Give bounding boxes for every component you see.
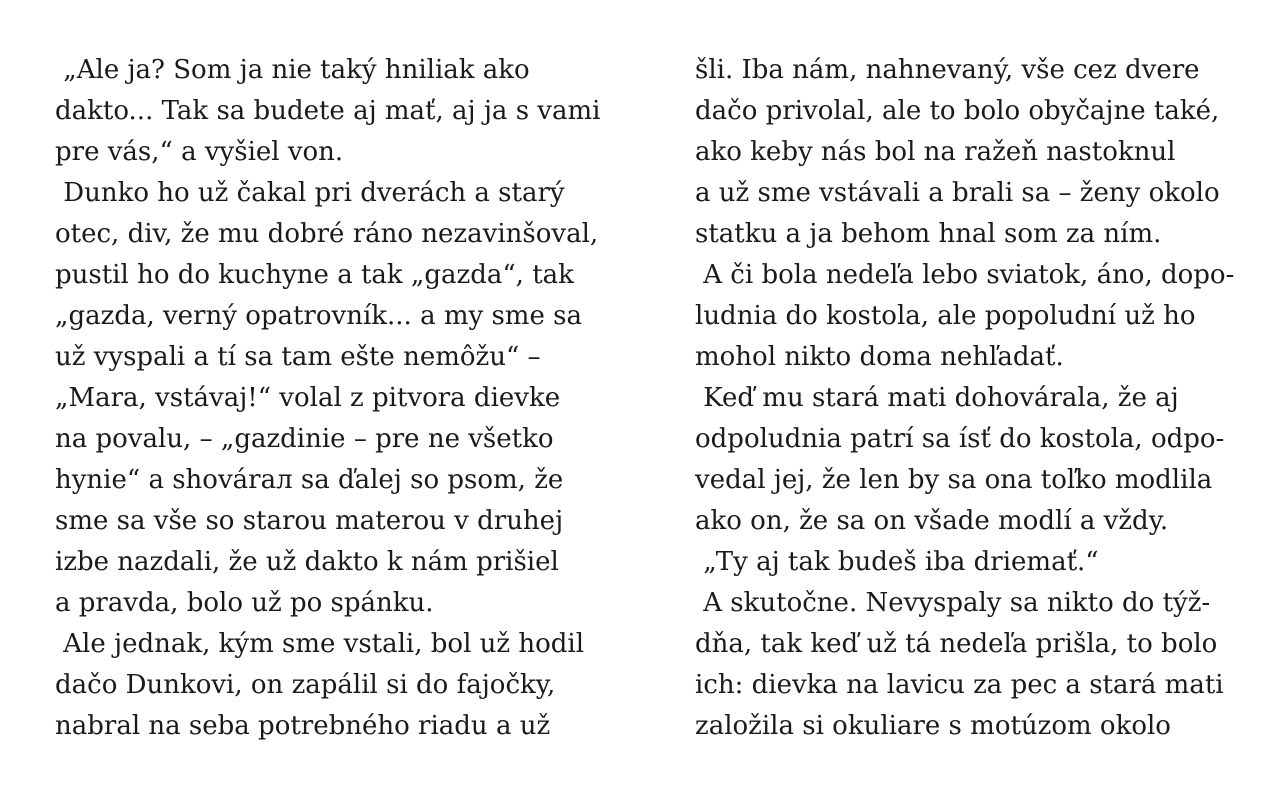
text-line: statku a ja behom hnal som za ním. (695, 219, 1162, 249)
text-line: a pravda, bolo už po spánku. (55, 588, 434, 618)
text-line: založila si okuliare s motúzom okolo (695, 711, 1171, 741)
text-line: ako keby nás bol na ražeň nastoknul (695, 137, 1176, 167)
text-line: dakto... Tak sa budete aj mať, aj ja s vami (55, 96, 601, 126)
text-line: hynie“ a shovárал sa ďalej so psom, že (55, 465, 564, 495)
text-line: „Ty aj tak budeš iba driemať.“ (695, 547, 1099, 577)
text-line: a už sme vstávali a brali sa – ženy okolo (695, 178, 1220, 208)
text-line: odpoludnia patrí sa ísť do kostola, odpo- (695, 424, 1225, 454)
text-line: dačo Dunkovi, on zapálil si do fajočky, (55, 670, 556, 700)
text-line: „Mara, vstávaj!“ volal z pitvora dievke (55, 383, 561, 413)
text-line: už vyspali a tí sa tam ešte nemôžu“ – (55, 342, 541, 372)
left-page-text (55, 50, 615, 747)
text-line: dňa, tak keď už tá nedeľa prišla, to bolo (695, 629, 1218, 659)
text-line: otec, div, že mu dobré ráno nezavinšoval, (55, 219, 599, 249)
text-line: „gazda, verný opatrovník... a my sme sa (55, 301, 582, 331)
right-page-text (695, 50, 1255, 747)
text-line: Ale jednak, kým sme vstali, bol už hodil (55, 629, 585, 659)
text-line: mohol nikto doma nehľadať. (695, 342, 1064, 372)
text-line: A skutočne. Nevyspaly sa nikto do týž- (695, 588, 1211, 618)
text-line: ludnia do kostola, ale popoludní už ho (695, 301, 1196, 331)
text-line: ako on, že sa on všade modlí a vždy. (695, 506, 1169, 536)
text-line: A či bola nedeľa lebo sviatok, áno, dopo- (695, 260, 1235, 290)
text-line: šli. Iba nám, nahnevaný, vše cez dvere (695, 55, 1200, 85)
text-line: dačo privolal, ale to bolo obyčajne také, (695, 96, 1220, 126)
text-line: Dunko ho už čakal pri dverách a starý (55, 178, 565, 208)
text-line: pustil ho do kuchyne a tak „gazda“, tak (55, 260, 574, 290)
text-line: „Ale ja? Som ja nie taký hniliak ako (55, 55, 530, 85)
text-line: nabral na seba potrebného riadu a už (55, 711, 551, 741)
text-line: ich: dievka na lavicu za pec a stará mati (695, 670, 1224, 700)
text-line: vedal jej, že len by sa ona toľko modlila (695, 465, 1213, 495)
text-line: Keď mu stará mati dohovárala, že aj (695, 383, 1179, 413)
text-line: izbe nazdali, že už dakto k nám prišiel (55, 547, 559, 577)
text-line: pre vás,“ a vyšiel von. (55, 137, 344, 167)
text-line: sme sa vše so starou materou v druhej (55, 506, 564, 536)
text-line: na povalu, – „gazdinie – pre ne všetko (55, 424, 554, 454)
